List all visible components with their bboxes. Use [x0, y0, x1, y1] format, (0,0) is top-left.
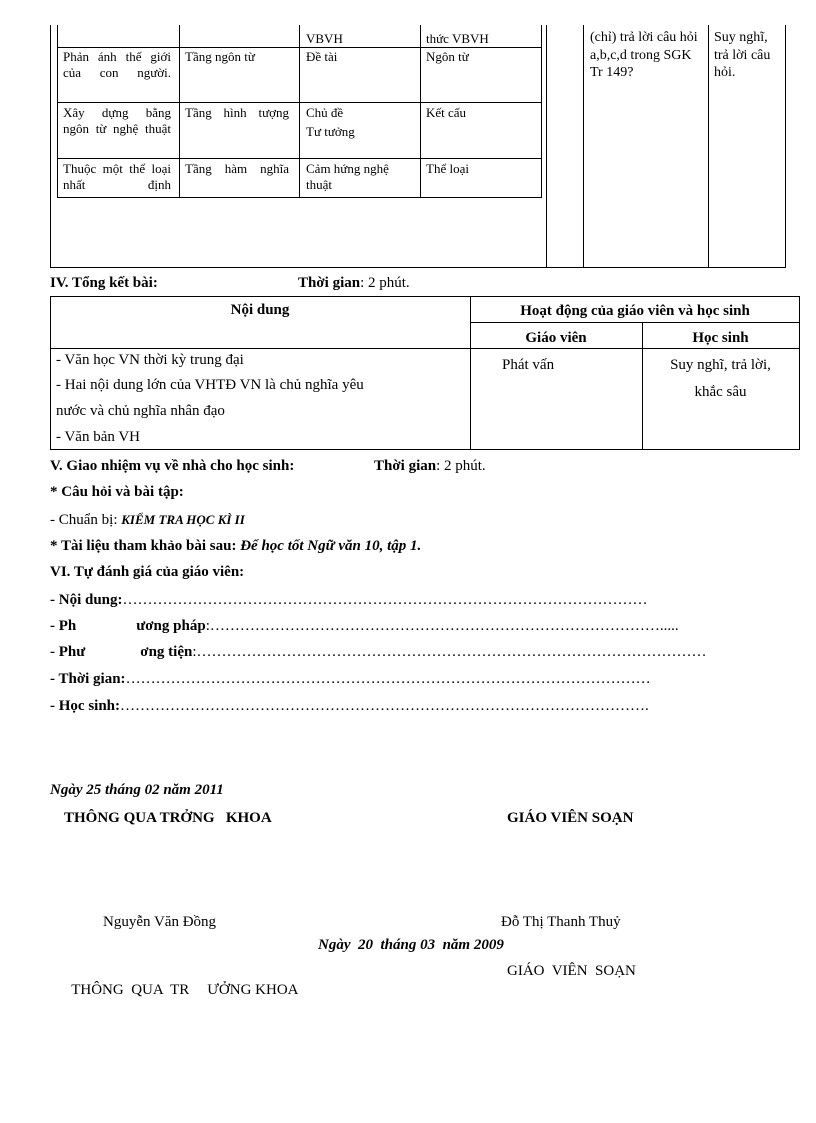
content-line-2: - Hai nội dung lớn của VHTĐ VN là chủ nghĩa yêu [56, 377, 364, 393]
cell-r3-c1: Tầng hàm nghĩa [185, 161, 289, 176]
eval-content-dots: …………………………………………………………………………………………… [122, 592, 648, 608]
student-activity-line-1: Suy nghĩ, trả lời, [670, 357, 771, 373]
reference-label: * Tài liệu tham khảo bài sau: [50, 538, 237, 554]
section4-time-label: Thời gian [298, 275, 361, 291]
signature1-right-title: GIÁO VIÊN SOẠN [507, 810, 634, 826]
eval-content [50, 591, 648, 610]
col-student-header: Học sinh [692, 330, 749, 346]
cell-r1-c3: Ngôn từ [426, 49, 469, 64]
cell-r2-c2: Chủ đề [306, 105, 344, 120]
eval-means-label-b: ơng tiện [140, 644, 193, 660]
eval-method-label-a: - Ph [50, 618, 77, 634]
signature1-left-name: Nguyễn Văn Đồng [103, 914, 217, 930]
content-line-1: - Văn học VN thời kỳ trung đại [56, 352, 244, 368]
eval-time [50, 670, 651, 689]
cell-r1-c1: Tầng ngôn từ [185, 49, 255, 64]
section5-heading: V. Giao nhiệm vụ về nhà cho học sinh: [50, 458, 295, 474]
reference-value: Để học tốt Ngữ văn 10, tập 1. [240, 538, 422, 554]
eval-means-label-a: - Phư [50, 644, 86, 660]
signature1-left-title: THÔNG QUA TRỞNG KHOA [64, 810, 272, 826]
signature2-date: Ngày 20 tháng 03 năm 2009 [318, 937, 504, 953]
content-line-4: - Văn bản VH [56, 429, 141, 445]
col-content-header: Nội dung [230, 302, 290, 318]
signature2-left-title-a: THÔNG QUA TR [71, 982, 190, 998]
col-teacher-header: Giáo viên [525, 330, 587, 346]
cell-r3-c2: Cảm hứng nghệ thuật [306, 161, 389, 192]
eval-students [50, 697, 649, 716]
section5-time-value: : 2 phút. [436, 458, 486, 474]
section4-time [298, 274, 410, 293]
cell-r1-c0: Phản ánh thế giới của con người. [63, 49, 171, 80]
eval-content-label: - Nội dung: [50, 592, 123, 608]
outer-col2-text: (chỉ) trả lời câu hỏi a,b,c,d trong SGK Tr 149? [590, 30, 698, 80]
teacher-activity: Phát vấn [502, 357, 555, 373]
cell-r0-c3: thức VBVH [426, 31, 489, 46]
cell-r2-c2-extra: Tư tưởng [306, 124, 355, 139]
eval-means [50, 643, 707, 662]
col-activity-header: Hoạt động của giáo viên và học sinh [520, 303, 750, 319]
cell-r3-c3: Thể loại [426, 161, 469, 176]
eval-time-label: - Thời gian: [50, 671, 126, 687]
eval-time-dots: …………………………………………………………………………………………… [125, 671, 651, 687]
cell-r3-c0: Thuộc một thể loại nhất định [63, 161, 171, 192]
section4-heading: IV. Tổng kết bài: [50, 275, 158, 291]
signature2-left-title-b: ƯỞNG KHOA [207, 982, 299, 998]
eval-students-label: - Học sinh: [50, 698, 121, 714]
eval-method-label-b: ương pháp [136, 618, 206, 634]
student-activity-line-2: khắc sâu [694, 384, 747, 400]
cell-r2-c0: Xây dựng bằng ngôn từ nghệ thuật [63, 105, 171, 136]
signature1-right-name: Đỗ Thị Thanh Thuỷ [501, 914, 621, 930]
signature2-left-title [64, 962, 299, 1000]
cell-r1-c2: Đề tài [306, 49, 338, 64]
section5-time-label: Thời gian [374, 458, 437, 474]
reference-line [50, 537, 421, 556]
cell-r0-c2: VBVH [306, 31, 343, 46]
questions-label: * Câu hỏi và bài tập: [50, 484, 184, 500]
cell-r2-c1: Tầng hình tượng [185, 105, 289, 120]
eval-method-dots: :………………………………………………………………………………..... [205, 618, 679, 634]
prepare-line [50, 510, 245, 530]
signature2-right-title: GIÁO VIÊN SOẠN [507, 963, 636, 979]
section6-heading: VI. Tự đánh giá của giáo viên: [50, 564, 245, 580]
outer-col3-text: Suy nghĩ, trả lời câu hỏi. [714, 30, 771, 80]
eval-students-dots: ……………………………………………………………………………………………. [120, 698, 649, 714]
cell-r2-c3: Kết cấu [426, 105, 467, 120]
eval-method [50, 617, 679, 636]
section5-time [374, 457, 486, 476]
section4-time-value: : 2 phút. [360, 275, 410, 291]
eval-means-dots: :………………………………………………………………………………………… [192, 644, 707, 660]
signature1-date: Ngày 25 tháng 02 năm 2011 [50, 782, 224, 798]
prepare-value: KIỂM TRA HỌC KÌ II [121, 512, 245, 527]
content-line-3: nước và chủ nghĩa nhân đạo [56, 403, 225, 419]
prepare-label: - Chuẩn bị: [50, 512, 118, 528]
